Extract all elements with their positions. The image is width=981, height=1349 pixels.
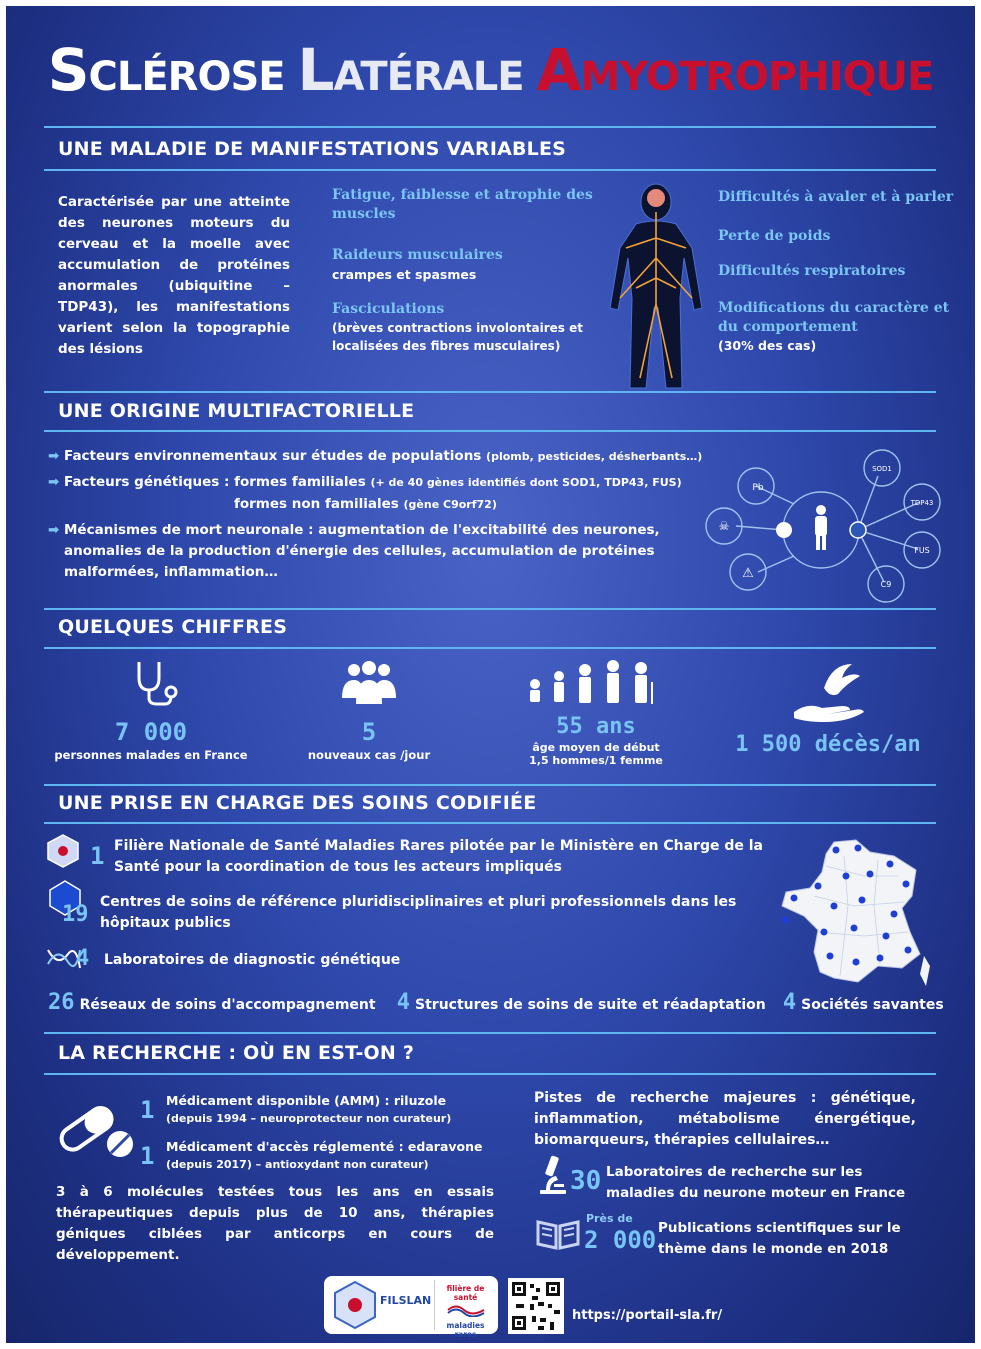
care-item-text: Réseaux de soins d'accompagnement	[79, 997, 376, 1013]
stat-deaths	[718, 658, 938, 757]
filiere-line2: maladies rares	[446, 1321, 485, 1339]
diagram-label-sod1: SOD1	[872, 465, 892, 473]
section-divider	[44, 647, 936, 649]
family-ages-icon	[521, 658, 671, 704]
stat-age-onset	[496, 658, 696, 767]
symptoms-right-list	[718, 188, 958, 355]
symptom-title: Modifications du caractère et du comportement	[718, 300, 950, 335]
stat-label-2: 1,5 hommes/1 femme	[529, 754, 663, 767]
labs-text: Laboratoires de recherche sur les maladies du neurone moteur en France	[606, 1164, 906, 1201]
care-count: 19	[62, 902, 89, 927]
arrow-icon: ➡	[48, 448, 60, 464]
labs-count: 30	[570, 1166, 602, 1196]
drug-detail: (depuis 2017) – antioxydant non curateur)	[166, 1158, 429, 1171]
drug-title: Médicament disponible (AMM) : riluzole	[166, 1093, 447, 1108]
care-count: 4	[76, 946, 90, 971]
nervous-system-body-icon	[596, 178, 716, 390]
filiere-logo	[434, 1280, 496, 1339]
hazard-icon: ⚠	[742, 566, 754, 581]
drug-edaravone	[166, 1138, 506, 1173]
qr-code-icon[interactable]	[508, 1278, 564, 1334]
molecules-text: 3 à 6 molécules testées tous les ans en essais thérapeutiques depuis plus de 10 ans, thérapies géniques ciblées par anticorps en cours de développement.	[56, 1184, 494, 1263]
filslan-logo-icon	[330, 1280, 380, 1330]
arrow-icon: ➡	[48, 474, 60, 490]
arrow-icon: ➡	[48, 522, 60, 538]
stat-new-cases	[274, 658, 464, 762]
care-item-text: Laboratoires de diagnostic génétique	[104, 952, 401, 968]
symptom-title: Fatigue, faiblesse et atrophie des muscles	[332, 187, 593, 222]
symptom-title: Perte de poids	[718, 228, 831, 244]
care-item-text: Centres de soins de référence pluridisciplinaires et pluri professionnels dans les hôpitaux publics	[100, 894, 737, 931]
stat-value: 1 500 décès/an	[735, 732, 921, 757]
diagram-label-c9: C9	[880, 580, 892, 589]
care-item-text: Filière Nationale de Santé Maladies Rares pilotée par le Ministère en Charge de la Santé pour la coordination de tous les acteurs impliqués	[114, 838, 763, 875]
stat-label: personnes malades en France	[54, 748, 248, 762]
skull-icon: ☠	[718, 519, 730, 533]
care-count: 4	[396, 990, 410, 1015]
stethoscope-icon	[121, 658, 181, 708]
symptom-title: Fasciculations	[332, 301, 445, 317]
stat-value: 5	[361, 718, 377, 746]
portal-link[interactable]: https://portail-sla.fr/	[572, 1308, 723, 1323]
section-divider	[44, 784, 936, 786]
section-divider	[44, 169, 936, 171]
section-divider	[44, 1032, 936, 1034]
publications-prefix: Près de	[586, 1212, 633, 1225]
symptom-detail: crampes et spasmes	[332, 267, 477, 282]
diagram-label-fus: FUS	[914, 546, 930, 555]
dove-hand-icon	[788, 658, 868, 724]
origin-bullet-genetic-nonfamilial: formes non familiales (gène C9orf72)	[234, 496, 497, 512]
section-divider	[44, 1073, 936, 1075]
section-heading-care: UNE PRISE EN CHARGE DES SOINS CODIFIÉE	[58, 792, 537, 814]
section-heading-symptoms: UNE MALADIE DE MANIFESTATIONS VARIABLES	[58, 138, 567, 160]
stat-label: nouveaux cas /jour	[307, 748, 431, 762]
research-tracks-text: Pistes de recherche majeures : génétique, inflammation, métabolisme énergétique, biomarqueurs, thérapies cellulaires…	[534, 1090, 916, 1148]
origin-bullet-environment: ➡ Facteurs environnementaux sur études de populations (plomb, pesticides, désherbants…)	[48, 448, 703, 464]
publications-text: Publications scientifiques sur le thème dans le monde en 2018	[658, 1220, 901, 1257]
symptoms-left-list	[332, 186, 612, 355]
symptom-title: Difficultés à avaler et à parler	[718, 189, 954, 205]
section-divider	[44, 126, 936, 128]
drug-riluzole	[166, 1092, 506, 1127]
page-title: SCLÉROSE LATÉRALE AMYOTROPHIQUE	[47, 36, 934, 104]
symptom-title: Raideurs musculaires	[332, 247, 503, 263]
stat-label: âge moyen de début	[532, 741, 660, 754]
pills-icon	[52, 1096, 138, 1162]
origin-bullet-genetic: ➡ Facteurs génétiques : formes familiales (+ de 40 gènes identifiés dont SOD1, TDP43, FUS)	[48, 474, 682, 490]
stat-value: 7 000	[114, 718, 188, 746]
france-map-icon	[774, 836, 934, 991]
filiere-line1: filière de santé	[446, 1284, 485, 1302]
diagram-label-pb: Pb	[752, 483, 764, 493]
group-people-icon	[334, 658, 404, 708]
stat-patients	[46, 658, 256, 762]
multifactorial-diagram	[696, 444, 946, 604]
disease-intro: Caractérisée par une atteinte des neurones moteurs du cerveau et la moelle avec accumulation de protéines anormales (ubiquitine – TDP43), les manifestations varient selon la topographie des lésions	[58, 194, 290, 357]
section-heading-research: LA RECHERCHE : OÙ EN EST-ON ?	[58, 1042, 415, 1064]
filslan-logo-text: FILSLAN	[380, 1294, 432, 1307]
care-item-text: Sociétés savantes	[801, 997, 944, 1013]
section-divider	[44, 391, 936, 393]
section-divider	[44, 430, 936, 432]
care-bottom-row	[48, 990, 948, 1015]
publications-count: 2 000	[584, 1226, 657, 1254]
section-divider	[44, 608, 936, 610]
partner-logos	[324, 1276, 498, 1339]
symptom-title: Difficultés respiratoires	[718, 263, 906, 279]
section-heading-origin: UNE ORIGINE MULTIFACTORIELLE	[58, 400, 415, 422]
care-count: 26	[48, 990, 75, 1015]
open-book-icon	[534, 1216, 582, 1252]
section-divider	[44, 822, 936, 824]
care-count: 4	[782, 990, 797, 1015]
drug-count: 1	[140, 1142, 155, 1170]
section-heading-figures: QUELQUES CHIFFRES	[58, 616, 288, 638]
microscope-icon	[536, 1154, 570, 1196]
origin-bullet-mechanisms: ➡ Mécanismes de mort neuronale : augmentation de l'excitabilité des neurones, anomalies de la production d'énergie des cellules, accumulation de protéines malformées, inflammation…	[48, 522, 660, 580]
drug-detail: (depuis 1994 – neuroprotecteur non curateur)	[166, 1112, 452, 1125]
drug-title: Médicament d'accès réglementé : edaravone	[166, 1139, 483, 1154]
symptom-detail: (brèves contractions involontaires et localisées des fibres musculaires)	[332, 321, 583, 353]
care-item-text: Structures de soins de suite et réadaptation	[415, 997, 766, 1013]
filslan-hexagon-icon	[46, 834, 80, 868]
infographic-poster	[6, 6, 975, 1343]
stat-value: 55 ans	[556, 714, 636, 739]
diagram-label-tdp43: TDP43	[910, 499, 934, 507]
care-count: 1	[90, 842, 105, 870]
drug-count: 1	[140, 1096, 155, 1124]
symptom-detail: (30% des cas)	[718, 338, 817, 353]
filiere-wave-icon	[446, 1303, 486, 1317]
